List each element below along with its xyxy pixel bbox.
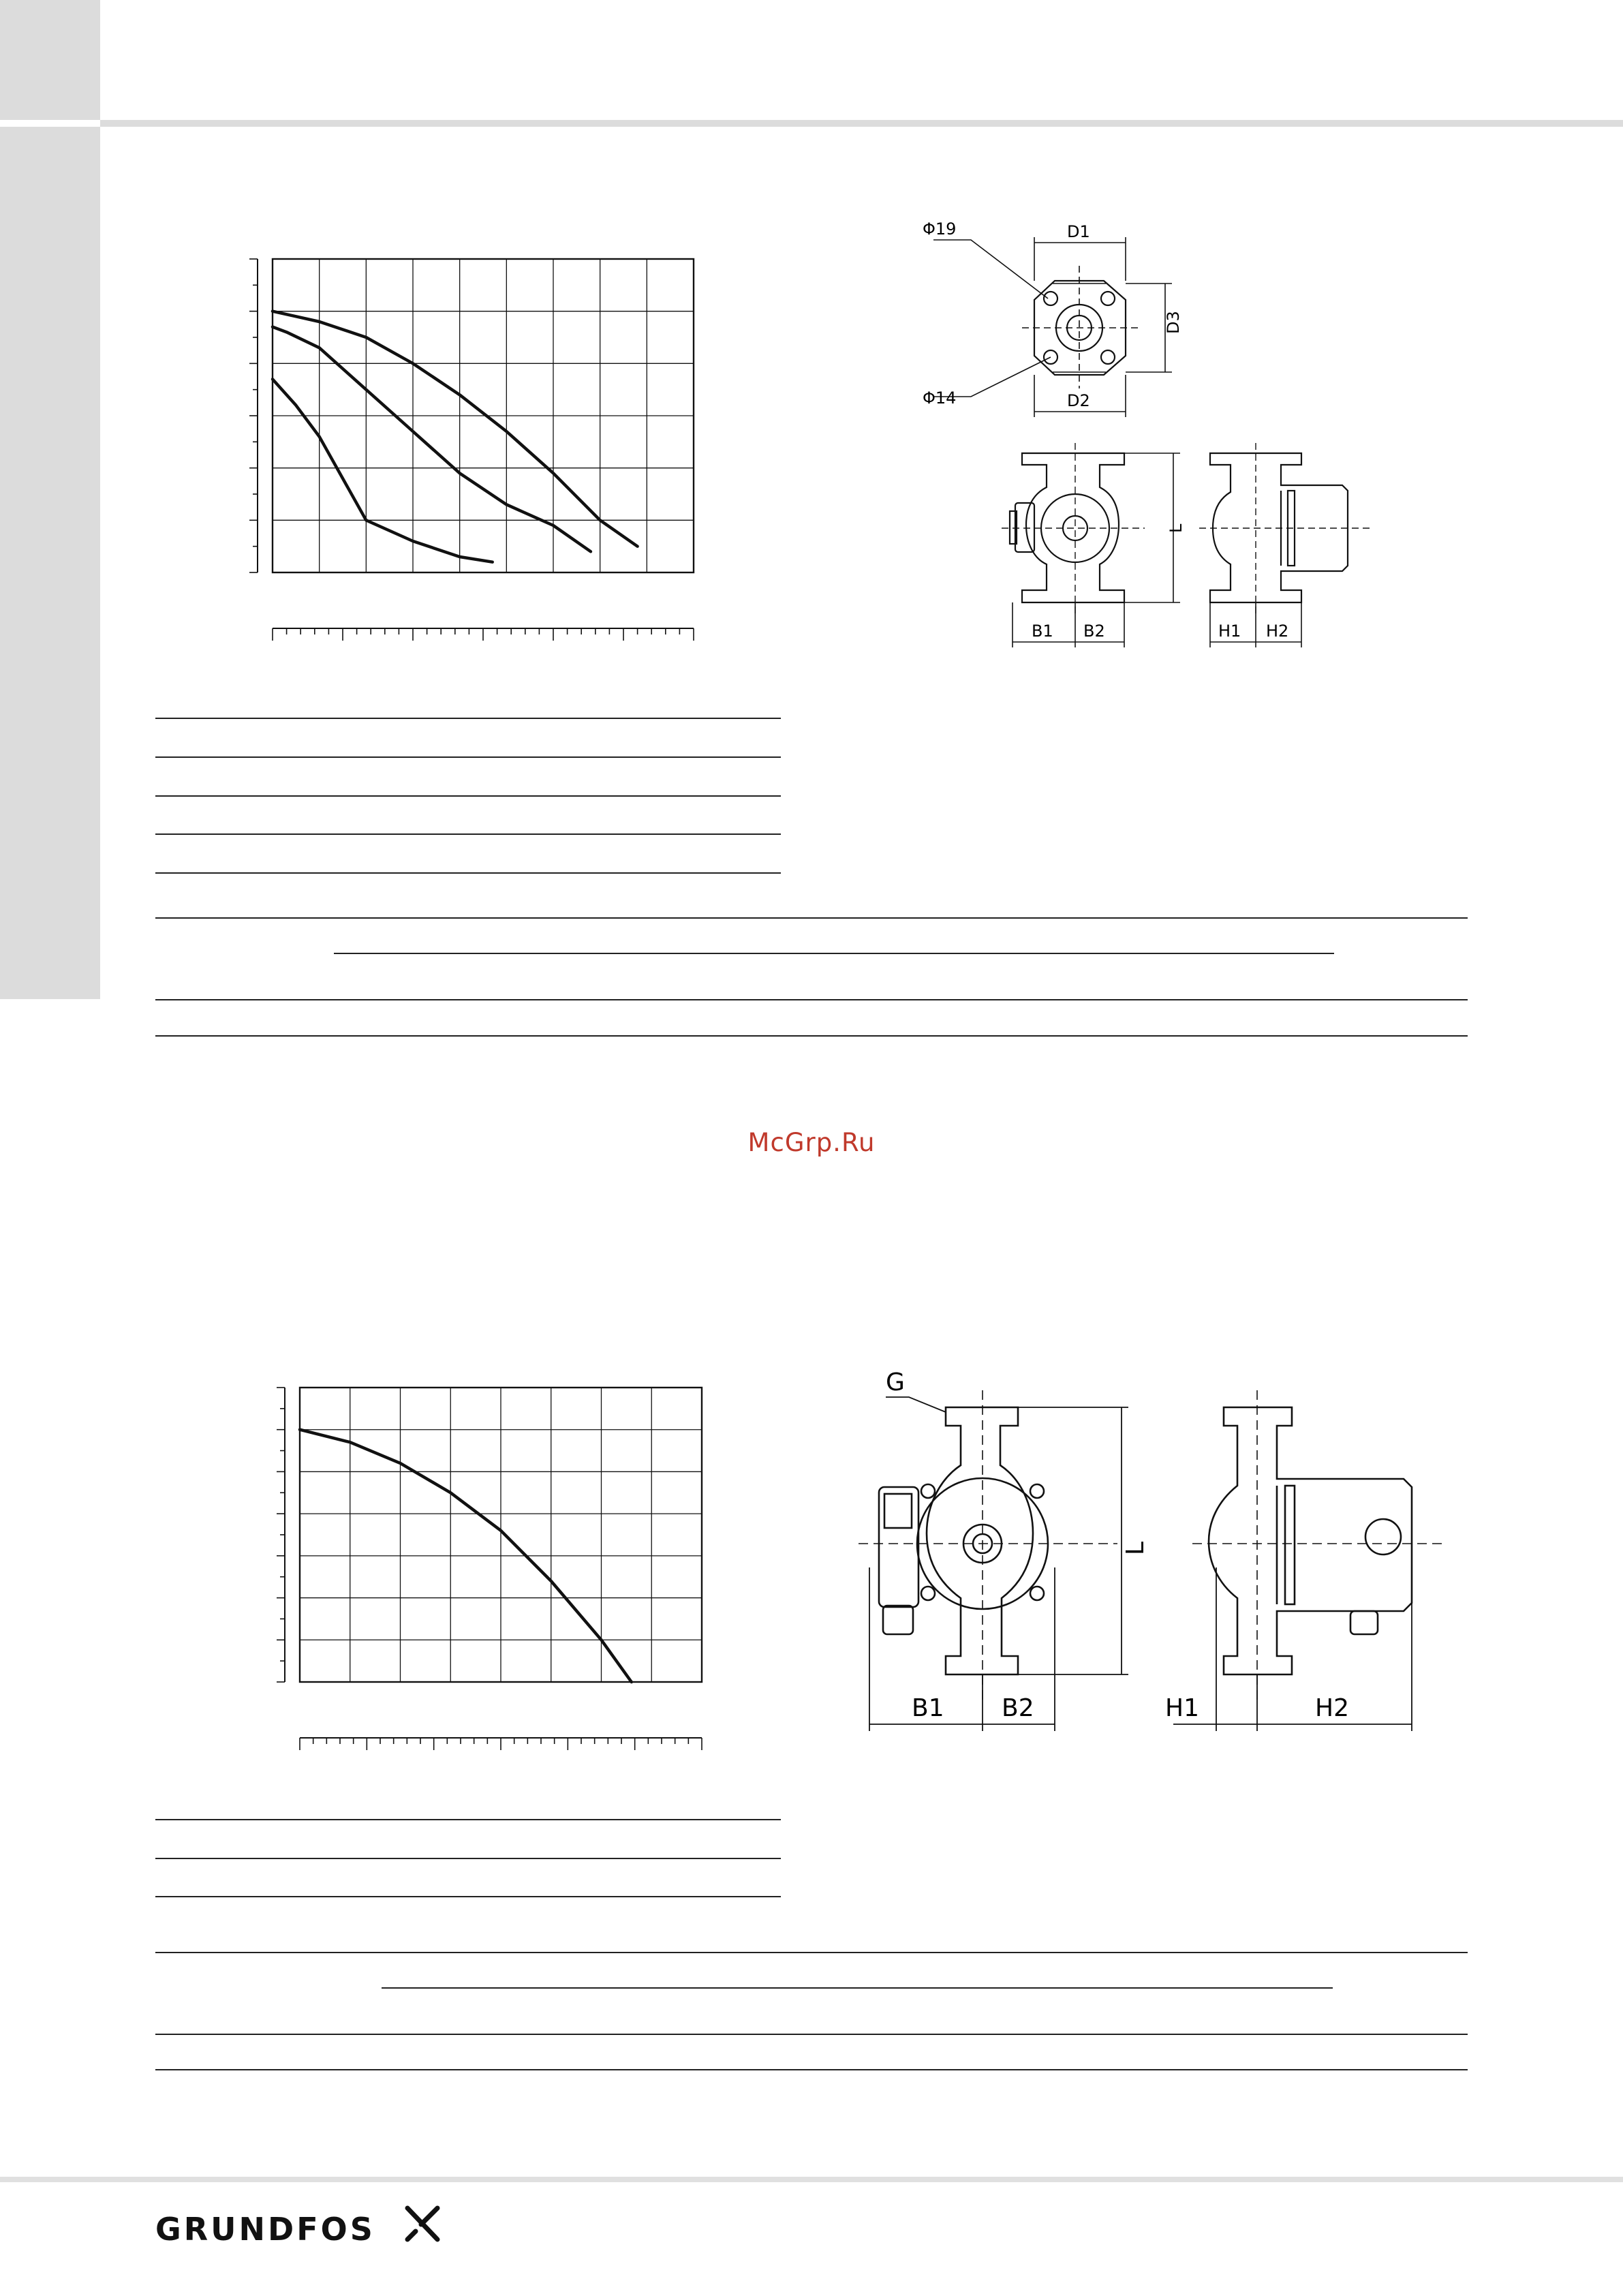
terminal-box — [1015, 503, 1034, 552]
dim-l-bottom: L — [1122, 1541, 1149, 1555]
table1-rule — [155, 872, 781, 874]
series-line-1 — [273, 311, 638, 547]
dim-l-top: L — [1166, 523, 1186, 533]
performance-chart-1 — [204, 245, 722, 641]
table2-subrule — [334, 953, 1334, 954]
table3-rule — [155, 1819, 781, 1820]
footer-rule — [0, 2177, 1623, 2182]
table4-rule — [155, 1952, 1468, 1953]
table4-rule — [155, 2034, 1468, 2035]
table2-rule — [155, 999, 1468, 1000]
performance-chart-2 — [225, 1377, 743, 1745]
hole-small-label: Φ14 — [923, 388, 957, 408]
dim-d2: D2 — [1067, 391, 1090, 410]
pump-body-side — [1209, 1407, 1412, 1674]
dim-h2-bottom: H2 — [1315, 1694, 1349, 1722]
brand-logo-text: GRUNDFOS — [155, 2211, 375, 2248]
grundfos-logo-icon — [402, 2203, 444, 2245]
dim-b1-bottom: B1 — [912, 1694, 944, 1722]
table2-rule — [155, 1035, 1468, 1037]
table1-rule — [155, 756, 781, 758]
dim-h1-bottom: H1 — [1165, 1694, 1199, 1722]
header-rule — [100, 120, 1623, 127]
dim-b1-top: B1 — [1032, 622, 1053, 641]
hole-large-label: Φ19 — [923, 219, 957, 239]
dim-b2-top: B2 — [1083, 622, 1105, 641]
table1-rule — [155, 718, 781, 719]
dim-h1-top: H1 — [1218, 622, 1241, 641]
table1-rule — [155, 795, 781, 797]
pump-drawing-top — [906, 218, 1383, 668]
table2-rule — [155, 917, 1468, 919]
table3-rule — [155, 1858, 781, 1859]
table4-subrule — [382, 1987, 1333, 1989]
dim-g: G — [886, 1368, 905, 1396]
watermark: McGrp.Ru — [747, 1128, 876, 1157]
pump-body-front — [927, 1407, 1033, 1674]
dim-b2-bottom: B2 — [1002, 1694, 1034, 1722]
dim-d3: D3 — [1164, 311, 1183, 334]
dim-h2-top: H2 — [1266, 622, 1289, 641]
pump-drawing-bottom — [859, 1363, 1444, 1745]
side-tab — [0, 127, 100, 999]
dim-d1: D1 — [1067, 222, 1090, 241]
side-tab-header — [0, 0, 100, 120]
table3-rule — [155, 1896, 781, 1897]
table1-rule — [155, 833, 781, 835]
table4-rule — [155, 2069, 1468, 2070]
